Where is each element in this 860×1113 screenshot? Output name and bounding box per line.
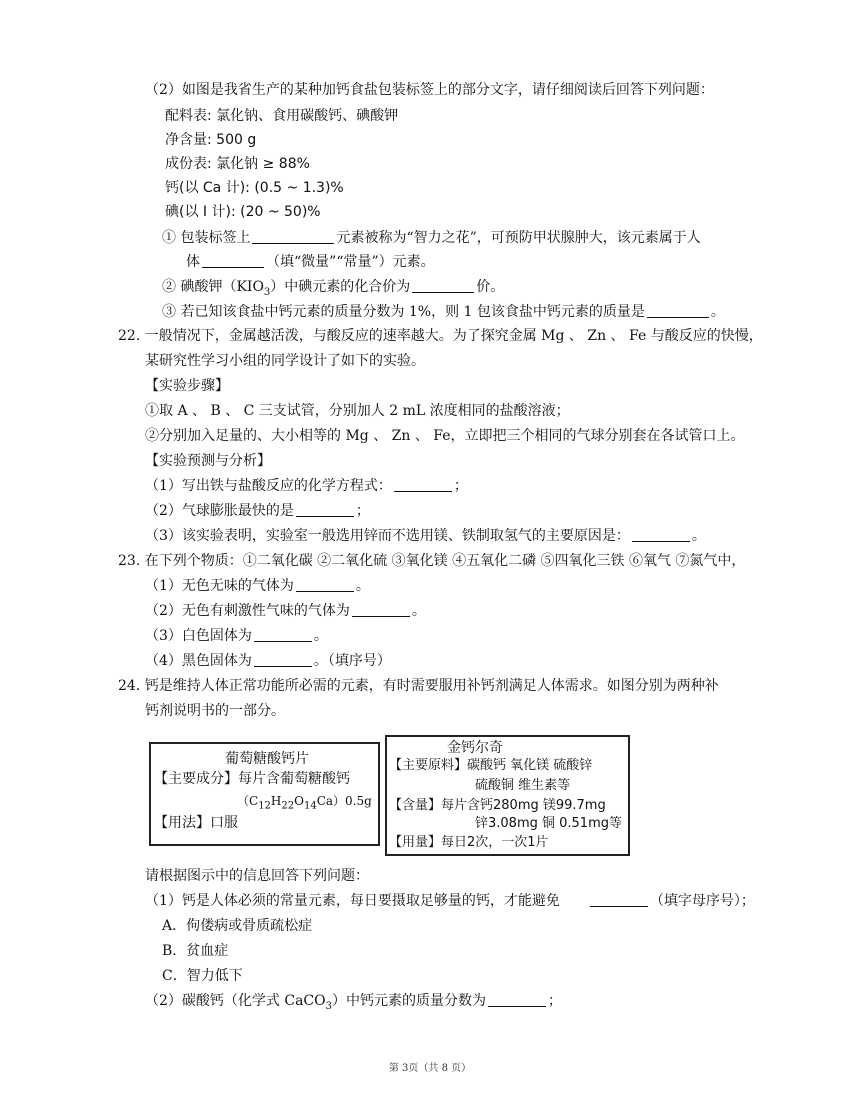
q22-analysis2 — [145, 501, 370, 521]
label-line-iodine: 碘(以 I 计): (20 ~ 50)% — [165, 204, 321, 220]
box2-dosage: 【用量】每日2次，一次1片 — [389, 835, 549, 850]
q24-part2 — [145, 991, 562, 1017]
q23-s2-end: 。 — [411, 603, 426, 619]
box1-ingredient-line: 【主要成分】每片含葡萄糖酸钙 — [154, 771, 350, 787]
q21-sub1-text-c: 体 — [186, 254, 200, 270]
q21-sub3-text-a: ③ 若已知该食盐中钙元素的质量分数为 1%，则 1 包该食盐中钙元素的质量是 — [162, 304, 645, 320]
q23-s4-end: 。（填序号） — [313, 653, 391, 669]
q21-sub2 — [162, 277, 504, 303]
q21-sub1-text-d: （填“微量”“常量”）元素。 — [266, 254, 435, 270]
q21-sub1-text-b: 元素被称为“智力之花”，可预防甲状腺肿大，该元素属于人 — [336, 230, 701, 246]
q23-s2-text: （2）无色有刺激性气味的气体为 — [145, 603, 350, 619]
q21-sub3-text-b: 。 — [710, 304, 725, 320]
q21-intro: （2）如图是我省生产的某种加钙食盐包装标签上的部分文字，请仔细阅读后回答下列问题： — [145, 82, 714, 98]
formula-subscript: 3 — [325, 1000, 332, 1012]
q24-option-a: A．佝偻病或骨质疏松症 — [162, 918, 313, 934]
q22-a3-end: 。 — [691, 528, 706, 544]
box2-raw-materials-cont: 硫酸铜 维生素等 — [475, 778, 571, 793]
box2-title: 金钙尔奇 — [447, 740, 503, 756]
box2-content: 【含量】每片含钙280mg 镁99.7mg — [389, 798, 606, 813]
q23-s1-text: （1）无色无味的气体为 — [145, 578, 294, 594]
caltrate-label-box — [385, 735, 630, 856]
q23-s3-end: 。 — [313, 628, 328, 644]
q22-a2-text: （2）气球膨胀最快的是 — [145, 503, 294, 519]
q22-analysis-heading: 【实验预测与分析】 — [145, 453, 271, 469]
q22-stem-line2: 某研究性学习小组的同学设计了如下的实验。 — [145, 353, 425, 369]
answer-blank[interactable] — [202, 253, 264, 268]
q24-prompt: 请根据图示中的信息回答下列问题： — [145, 868, 369, 884]
q23-sub1 — [145, 576, 370, 596]
q24-p2-text-a: （2）碳酸钙（化学式 CaCO — [145, 993, 326, 1009]
q24-option-c: C．智力低下 — [162, 968, 243, 984]
q23-sub4 — [145, 651, 391, 671]
answer-blank[interactable] — [412, 278, 474, 293]
answer-blank[interactable] — [254, 652, 312, 667]
q22-analysis3 — [145, 526, 706, 546]
q22-step2: ②分别加入足量的、大小相等的 Mg 、 Zn 、 Fe，立即把三个相同的气球分别套在各试管口上。 — [145, 428, 745, 444]
answer-blank[interactable] — [352, 602, 410, 617]
answer-blank[interactable] — [590, 892, 648, 907]
box2-content-cont: 锌3.08mg 铜 0.51mg等 — [475, 816, 622, 831]
q21-sub1-line1 — [162, 228, 701, 248]
answer-blank[interactable] — [488, 992, 546, 1007]
q24-p1-end: （填字母序号）； — [649, 893, 755, 909]
q24-p2-end: ； — [547, 993, 562, 1009]
q22-a1-text: （1）写出铁与盐酸反应的化学方程式： — [145, 478, 392, 494]
q24-option-b: B．贫血症 — [162, 943, 229, 959]
box1-formula: $(C_{12}H_{22}O_{14}Ca)0.5g$ — [237, 794, 372, 812]
q22-stem-line1: 22. 一般情况下，金属越活泼，与酸反应的速率越大。为了探究金属 Mg 、 Zn 、 Fe 与酸反应的快慢， — [118, 328, 763, 344]
answer-blank[interactable] — [254, 627, 312, 642]
q24-stem-line2: 钙剂说明书的一部分。 — [145, 703, 285, 719]
q21-sub3 — [162, 302, 725, 322]
label-line-net-weight: 净含量: 500 g — [165, 132, 257, 148]
answer-blank[interactable] — [296, 577, 354, 592]
q22-a2-end: ； — [355, 503, 370, 519]
answer-blank[interactable] — [394, 477, 452, 492]
q21-sub1-line2 — [186, 252, 435, 272]
answer-blank[interactable] — [632, 527, 690, 542]
label-line-ingredients: 配料表: 氯化钠、食用碳酸钙、碘酸钾 — [165, 108, 399, 124]
q22-step1: ①取 A 、 B 、 C 三支试管，分别加人 2 mL 浓度相同的盐酸溶液； — [145, 403, 570, 419]
q22-analysis1 — [145, 476, 468, 496]
q23-stem: 23. 在下列个物质：①二氧化碳 ②二氧化硫 ③氧化镁 ④五氧化二磷 ⑤四氧化三铁 ⑥氧气 ⑦氮气中， — [118, 553, 746, 569]
label-line-composition: 成份表: 氯化钠 ≥ 88% — [165, 156, 310, 172]
answer-blank[interactable] — [647, 303, 709, 318]
q21-sub1-text-a: ① 包装标签上 — [162, 230, 251, 246]
formula-subscript: 3 — [263, 286, 271, 298]
box1-title: 葡萄糖酸钙片 — [225, 751, 309, 767]
q23-s3-text: （3）白色固体为 — [145, 628, 252, 644]
q24-stem-line1: 24. 钙是维持人体正常功能所必需的元素，有时需要服用补钙剂满足人体需求。如图分别为两种补 — [118, 678, 719, 694]
q23-s1-end: 。 — [355, 578, 370, 594]
q21-sub2-text-b: ）中碘元素的化合价为 — [270, 279, 411, 295]
q23-sub3 — [145, 626, 328, 646]
q22-a3-text: （3）该实验表明，实验室一般选用锌而不选用镁、铁制取氢气的主要原因是： — [145, 528, 630, 544]
page-footer: 第 3页（共 8 页） — [388, 1063, 472, 1074]
label-line-calcium: 钙(以 Ca 计): (0.5 ~ 1.3)% — [165, 180, 344, 196]
q24-part1 — [145, 891, 755, 911]
box2-raw-materials: 【主要原料】碳酸钙 氧化镁 硫酸锌 — [389, 758, 593, 773]
q21-sub2-text-c: 价。 — [476, 279, 505, 295]
q24-p1-text: （1）钙是人体必须的常量元素，每日要摄取足够量的钙，才能避免 — [145, 893, 560, 909]
q23-s4-text: （4）黑色固体为 — [145, 653, 252, 669]
calcium-gluconate-label-box — [149, 742, 380, 846]
q21-sub2-text-a: ② 碘酸钾（KIO — [162, 279, 264, 295]
q22-a1-end: ； — [453, 478, 468, 494]
box1-usage: 【用法】口服 — [154, 815, 238, 831]
q24-p2-text-b: ）中钙元素的质量分数为 — [331, 993, 486, 1009]
q23-sub2 — [145, 601, 426, 621]
q22-steps-heading: 【实验步骤】 — [145, 378, 229, 394]
answer-blank[interactable] — [296, 502, 354, 517]
answer-blank[interactable] — [252, 229, 334, 244]
